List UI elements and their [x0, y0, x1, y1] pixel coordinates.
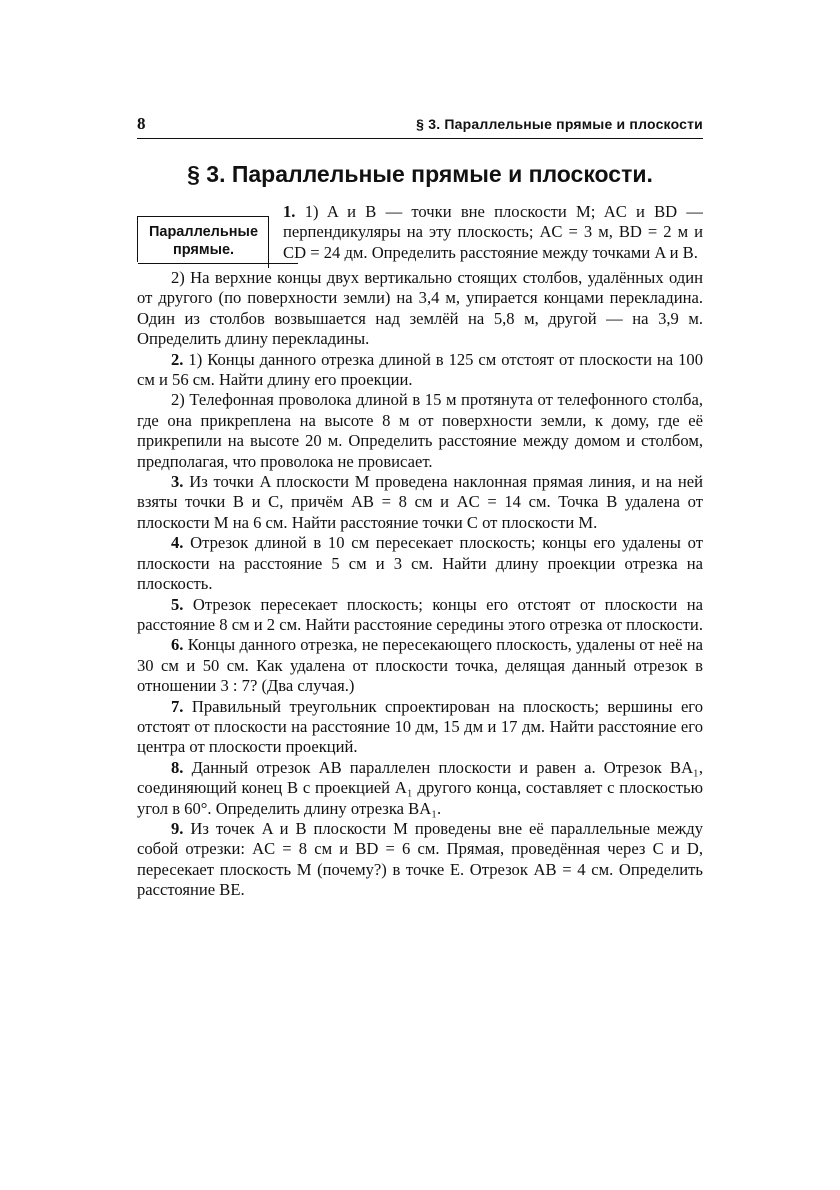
running-title: § 3. Параллельные прямые и плоскости	[416, 116, 703, 132]
problem-2-part-1	[137, 350, 703, 391]
problem-1	[137, 202, 703, 268]
problem-4-text: Отрезок длиной в 10 см пересекает плоскость; концы его удалены от плоскости на расстояние 5 см и 3 см. Найти длину проекции отрезка на плоскость.	[137, 533, 703, 594]
problem-3	[137, 472, 703, 533]
problem-7	[137, 697, 703, 758]
problem-1-number: 1.	[283, 202, 296, 221]
problem-3-text: Из точки A плоскости M проведена наклонная прямая линия, и на ней взяты точки B и C, причём AB = 8 см и AC = 14 см. Точка B удалена от плоскости M на 6 см. Найти расстояние точки C от плоскости M.	[137, 472, 703, 532]
side-box-line-1: Параллельные	[148, 224, 259, 240]
problem-6-text: Концы данного отрезка, не пересекающего плоскость, удалены от неё на 30 см и 50 см. Как удалена от плоскости точка, делящая данный отрезок в отношении 3 : 7? (Два случая.)	[137, 635, 703, 696]
problem-6-number: 6.	[171, 635, 184, 655]
problem-8-number: 8.	[171, 757, 184, 777]
problem-8-text: Данный отрезок AB параллелен плоскости и равен a. Отрезок BA₁, соединяющий конец B с проекцией A₁ другого конца, составляет с плоскостью угол в 60°. Определить длину отрезка BA₁.	[137, 757, 703, 818]
problem-2-part-1-text: 1) Концы данного отрезка длиной в 125 см отстоят от плоскости на 100 см и 56 см. Найти длину его проекции.	[137, 349, 703, 390]
running-header	[137, 112, 703, 139]
problem-2-part-2: 2) Телефонная проволока длиной в 15 м протянута от телефонного столба, где она прикреплена на высоте 8 м от поверхности земли, к дому, где её прикрепили на высоте 20 м. Определить расстояние между домом и столбом, предполагая, что проволока не провисает.	[137, 390, 703, 471]
problem-9-number: 9.	[171, 818, 184, 838]
problem-3-number: 3.	[171, 472, 184, 492]
problem-6	[137, 635, 703, 696]
problem-5	[137, 595, 703, 636]
page-number: 8	[137, 114, 146, 133]
problem-1-part-1-text: 1) A и B — точки вне плоскости M; AC и BD — перпендикуляры на эту плоскость; AC = 3 м, BD = 2 м и CD = 24 дм. Определить расстояние между точками A и B.	[283, 202, 703, 262]
problem-2-number: 2.	[171, 349, 184, 369]
page	[137, 112, 703, 901]
problem-9	[137, 819, 703, 901]
side-box-parallel-lines	[137, 216, 269, 262]
problem-4-number: 4.	[171, 533, 184, 553]
problem-4	[137, 533, 703, 594]
problem-5-number: 5.	[171, 594, 184, 614]
problem-8	[137, 758, 703, 819]
section-title: § 3. Параллельные прямые и плоскости.	[187, 161, 653, 187]
problem-7-text: Правильный треугольник спроектирован на плоскость; вершины его отстоят от плоскости на расстояние 10 дм, 15 дм и 17 дм. Найти расстояние его центра от плоскости проекций.	[137, 696, 703, 757]
side-box-line-2: прямые.	[172, 242, 235, 258]
problem-5-text: Отрезок пересекает плоскость; концы его отстоят от плоскости на расстояние 8 см и 2 см. Найти расстояние середины этого отрезка от плоскости.	[137, 594, 703, 634]
problem-9-text: Из точек A и B плоскости M проведены вне её параллельные между собой отрезки: AC = 8 см и BD = 6 см. Прямая, проведённая через C и D, пересекает плоскость M (почему?) в точке E. Отрезок AB = 4 см. Определить расстояние BE.	[137, 818, 703, 900]
problem-1-part-2: 2) На верхние концы двух вертикально стоящих столбов, удалённых один от другого (по поверхности земли) на 3,4 м, упирается концами перекладина. Один из столбов возвышается над землёй на 5,8 м, другой — на 3,9 м. Определить длину перекладины.	[137, 268, 703, 349]
problem-7-number: 7.	[171, 696, 184, 716]
